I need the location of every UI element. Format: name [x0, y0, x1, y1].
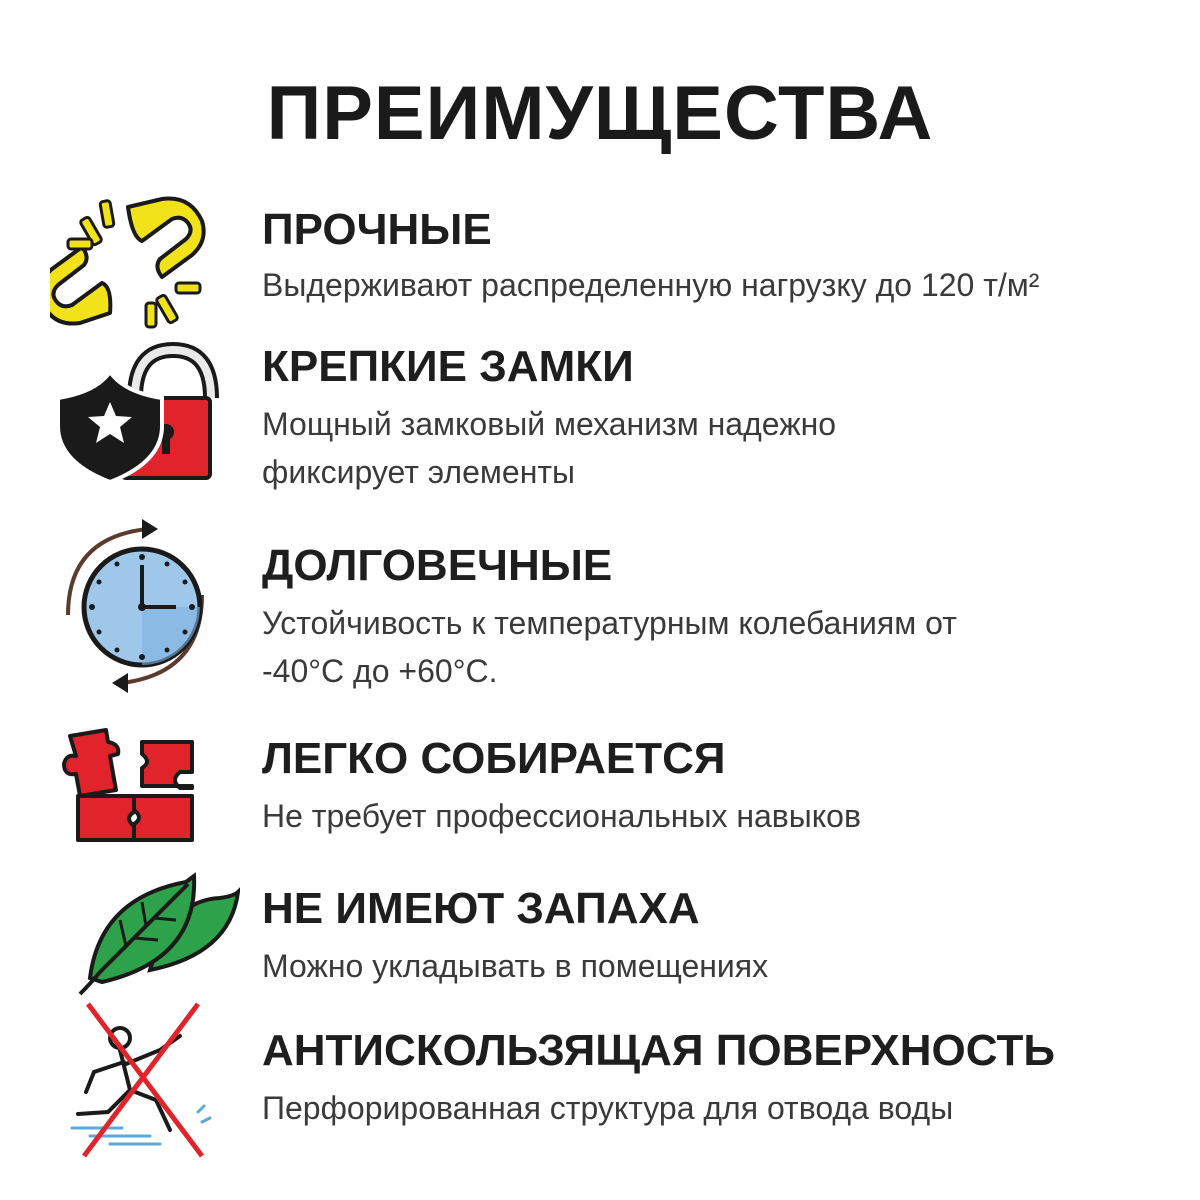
feature-description: Перфорированная структура для отвода воды [262, 1090, 954, 1126]
feature-heading: НЕ ИМЕЮТ ЗАПАХА [262, 884, 700, 933]
page-title: ПРЕИМУЩЕСТВА [266, 71, 934, 156]
shield-lock-icon [50, 340, 220, 485]
feature-heading: АНТИСКОЛЬЗЯЩАЯ ПОВЕРХНОСТЬ [262, 1026, 1055, 1075]
broken-chain-icon [50, 195, 220, 330]
clock-icon [50, 515, 220, 695]
feature-description-line2: -40°С до +60°С. [262, 653, 498, 689]
feature-description: Не требует профессиональных навыков [262, 798, 861, 834]
feature-description-line2: фиксирует элементы [262, 454, 576, 490]
puzzle-icon [50, 722, 220, 852]
feature-heading: ЛЕГКО СОБИРАЕТСЯ [262, 734, 726, 783]
feature-heading: КРЕПКИЕ ЗАМКИ [262, 342, 634, 391]
feature-description-line1: Устойчивость к температурным колебаниям от [262, 605, 957, 641]
no-slip-icon [50, 1000, 220, 1160]
feature-heading: ДОЛГОВЕЧНЫЕ [262, 541, 613, 590]
feature-heading: ПРОЧНЫЕ [262, 205, 492, 254]
feature-description-line1: Мощный замковый механизм надежно [262, 406, 837, 442]
feature-description: Можно укладывать в помещениях [262, 948, 769, 984]
feature-description: Выдерживают распределенную нагрузку до 120 т/м² [262, 267, 1040, 303]
leaves-icon [50, 870, 220, 1000]
